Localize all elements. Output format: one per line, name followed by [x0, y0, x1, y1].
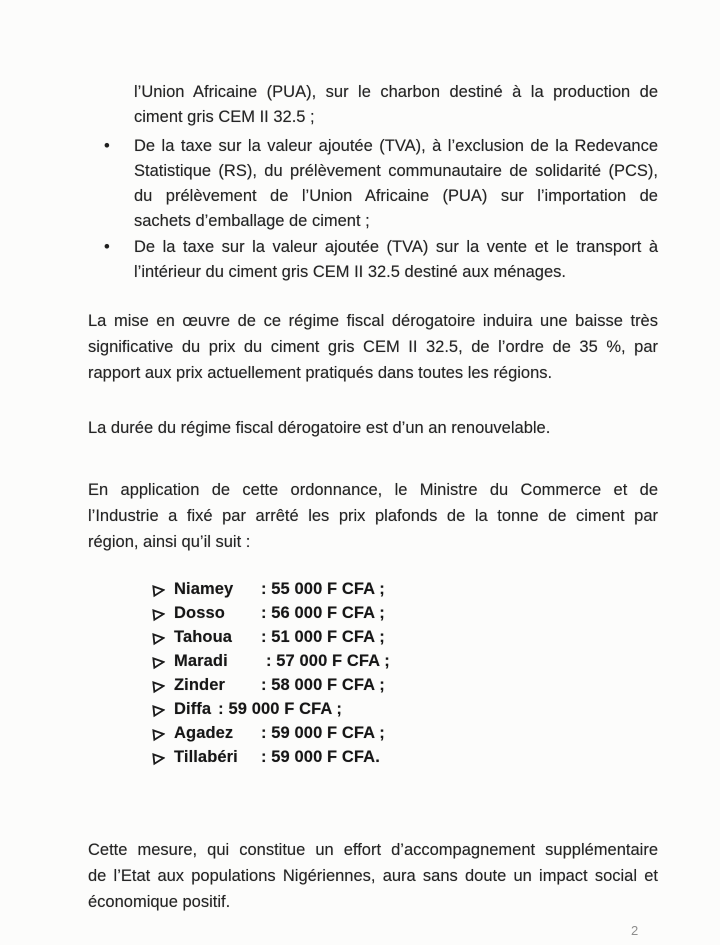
text-line: rapport aux prix actuellement pratiqués dans toutes les régions. [88, 364, 553, 382]
region-label: Tahoua [174, 627, 233, 646]
arrowhead-right-icon [151, 750, 165, 764]
price-row [152, 625, 390, 649]
text-line: En application de cette ordonnance, le Ministre du Commerce et de [88, 481, 658, 499]
text-line: Cette mesure, qui constitue un effort d’accompagnement supplémentaire [88, 841, 658, 859]
arrowhead-right-icon [151, 654, 165, 668]
price-value: : 57 000 F CFA ; [266, 651, 390, 670]
text-line: De la taxe sur la valeur ajoutée (TVA) sur la vente et le transport à [134, 238, 658, 256]
bullet-item-text [134, 134, 658, 234]
page-number: 2 [631, 923, 639, 938]
bullet-list-item [104, 235, 658, 285]
price-row [152, 577, 390, 601]
body-paragraph [88, 308, 658, 386]
text-line: l’Union Africaine (PUA), sur le charbon destiné à la production de [134, 83, 658, 101]
text-line: Statistique (RS), du prélèvement communautaire de solidarité (PCS), [134, 162, 658, 180]
arrowhead-right-icon [151, 678, 165, 692]
arrowhead-right-icon [151, 702, 165, 716]
price-row [152, 697, 390, 721]
region-label: Agadez [174, 723, 234, 742]
price-value: : 59 000 F CFA ; [218, 699, 343, 718]
price-row [152, 745, 390, 769]
price-row [152, 721, 390, 745]
price-value: : 51 000 F CFA ; [261, 627, 385, 646]
price-value: : 55 000 F CFA ; [261, 579, 385, 598]
text-line: La mise en œuvre de ce régime fiscal dérogatoire induira une baisse très [88, 312, 658, 330]
price-value: : 58 000 F CFA ; [261, 675, 385, 694]
text-line: du prélèvement de l’Union Africaine (PUA) sur l’importation de [134, 187, 658, 205]
price-list [152, 577, 390, 769]
price-row [152, 649, 390, 673]
body-paragraph [88, 477, 658, 555]
price-value: : 56 000 F CFA ; [261, 603, 385, 622]
price-value: : 59 000 F CFA. [261, 747, 380, 766]
arrowhead-right-icon [151, 582, 165, 596]
text-line: économique positif. [88, 893, 231, 911]
text-line: ciment gris CEM II 32.5 ; [134, 108, 315, 126]
text-line: de l’Etat aux populations Nigériennes, aura sans doute un impact social et [88, 867, 658, 885]
region-label: Dosso [174, 603, 225, 622]
text-line: significative du prix du ciment gris CEM II 32.5, de l’ordre de 35 %, par [88, 338, 658, 356]
region-label: Niamey [174, 579, 234, 598]
price-row [152, 601, 390, 625]
text-line: sachets d’emballage de ciment ; [134, 212, 370, 230]
bullet-list-item [104, 134, 658, 234]
body-paragraph [88, 415, 658, 441]
arrowhead-right-icon [151, 726, 165, 740]
bullet-dot-icon: • [104, 137, 110, 155]
bullet-continuation-paragraph [134, 80, 658, 130]
text-line: l’Industrie a fixé par arrêté les prix plafonds de la tonne de ciment par [88, 507, 658, 525]
arrowhead-right-icon [151, 606, 165, 620]
bullet-item-text [134, 235, 658, 285]
bullet-dot-icon: • [104, 238, 110, 256]
region-label: Tillabéri [174, 747, 238, 766]
price-row [152, 673, 390, 697]
region-label: Zinder [174, 675, 226, 694]
region-label: Maradi [174, 651, 228, 670]
price-value: : 59 000 F CFA ; [261, 723, 385, 742]
text-line: l’intérieur du ciment gris CEM II 32.5 destiné aux ménages. [134, 263, 566, 281]
text-line: De la taxe sur la valeur ajoutée (TVA), à l’exclusion de la Redevance [134, 137, 658, 155]
arrowhead-right-icon [151, 630, 165, 644]
text-line: La durée du régime fiscal dérogatoire est d’un an renouvelable. [88, 419, 551, 437]
body-paragraph [88, 837, 658, 915]
text-line: région, ainsi qu’il suit : [88, 533, 251, 551]
region-label: Diffa [174, 699, 212, 718]
